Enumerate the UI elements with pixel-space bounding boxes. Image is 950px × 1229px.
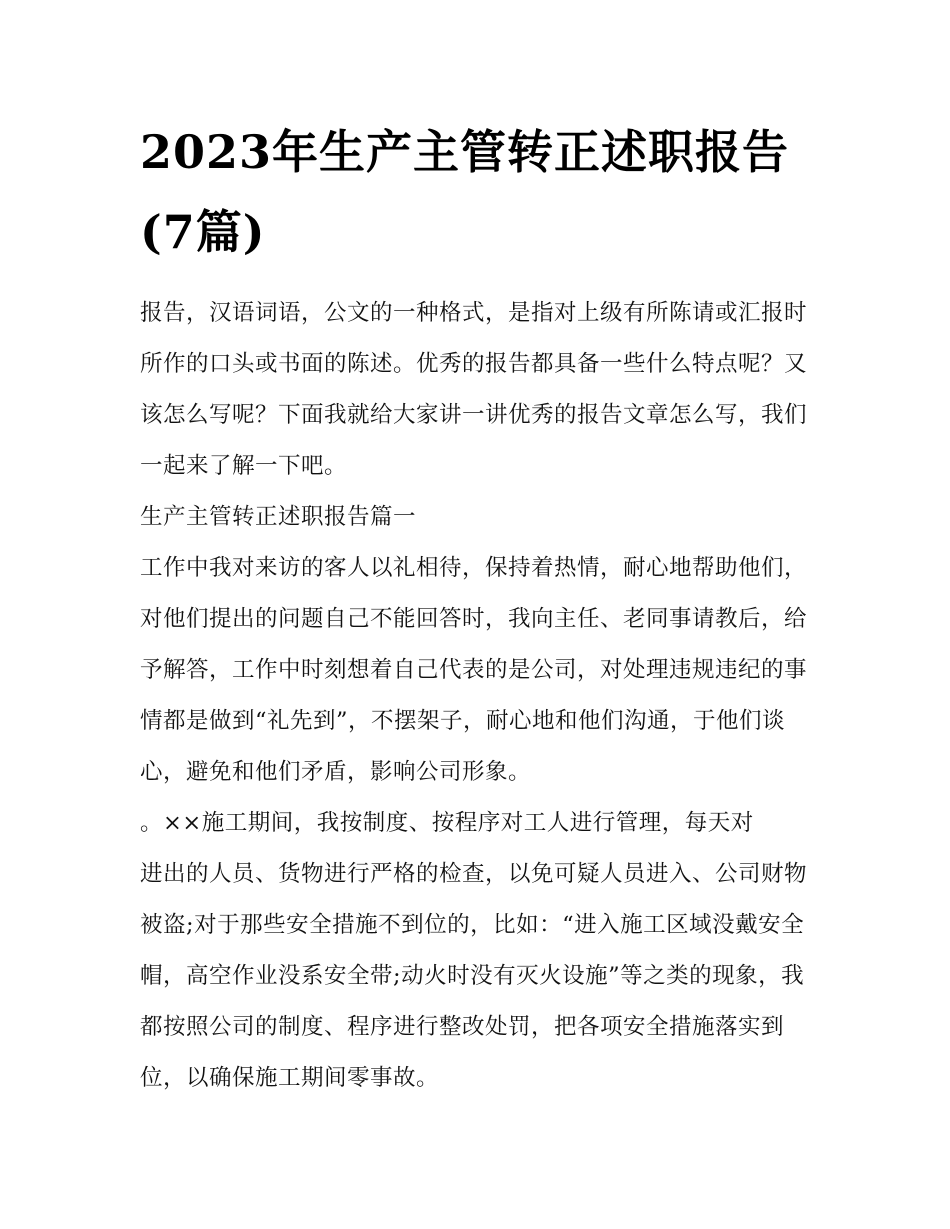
document-body — [140, 288, 812, 1104]
section-heading: 生产主管转正述职报告篇一 — [140, 504, 417, 530]
document-title: 2023年生产主管转正述职报告(7篇) — [140, 125, 790, 259]
body-paragraph-2: 进出的人员、货物进行严格的检查，以免可疑人员进入、公司财物被盗;对于那些安全措施不到位的，比如：“进入施工区域没戴安全帽，高空作业没系安全带;动火时没有灭火设施”等之类的现象，我都按照公司的制度、程序进行整改处罚，把各项安全措施落实到位，以确保施工期间零事故。 — [140, 861, 808, 1091]
intro-paragraph: 报告，汉语词语，公文的一种格式，是指对上级有所陈请或汇报时所作的口头或书面的陈述。优秀的报告都具备一些什么特点呢？又该怎么写呢？下面我就给大家讲一讲优秀的报告文章怎么写，我们一起来了解一下吧。 — [140, 300, 808, 479]
body-paragraph-2-first-line: 。××施工期间，我按制度、按程序对工人进行管理，每天对 — [140, 810, 754, 836]
document-page — [140, 112, 812, 1104]
body-paragraph-1: 工作中我对来访的客人以礼相待，保持着热情，耐心地帮助他们，对他们提出的问题自己不能回答时，我向主任、老同事请教后，给予解答，工作中时刻想着自己代表的是公司，对处理违规违纪的事情都是做到“礼先到”，不摆架子，耐心地和他们沟通，于他们谈心，避免和他们矛盾，影响公司形象。 — [140, 555, 808, 785]
